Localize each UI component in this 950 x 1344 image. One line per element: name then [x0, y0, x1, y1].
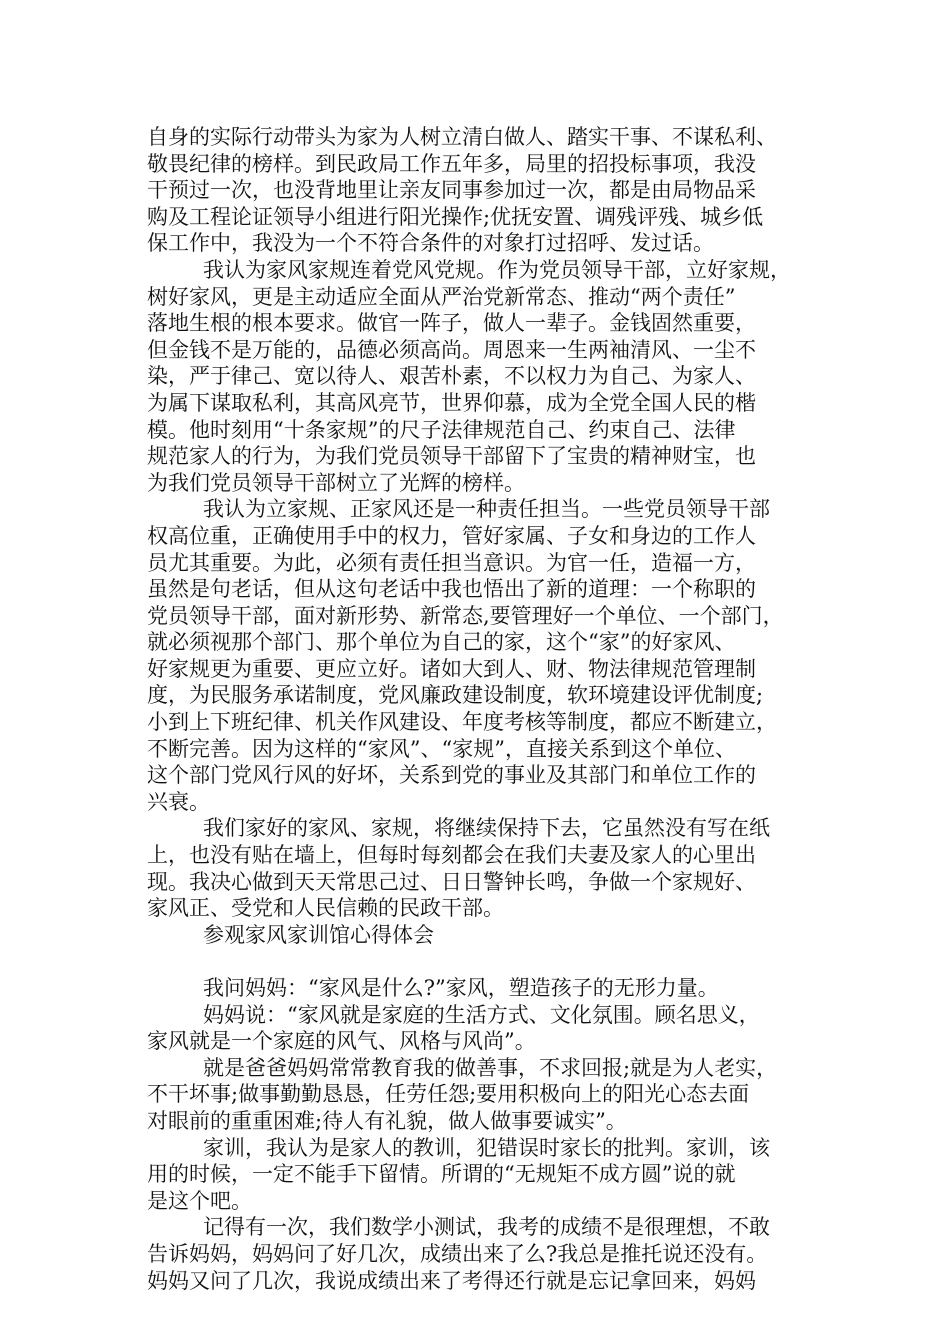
text-line: 度，为民服务承诺制度，党风廉政建设制度，软环境建设评优制度;	[147, 683, 764, 708]
text-line: 家风正、受党和人民信赖的民政干部。	[147, 896, 504, 921]
text-line: 家训，我认为是家人的教训，犯错误时家长的批判。家训，该	[203, 1135, 770, 1160]
text-line: 自身的实际行动带头为家为人树立清白做人、踏实干事、不谋私利、	[147, 125, 777, 149]
text-line: 模。他时刻用“十条家规”的尺子法律规范自己、约束自己、法律	[147, 417, 736, 442]
text-line: 就是爸爸妈妈常常教育我的做善事，不求回报;就是为人老实，	[203, 1055, 778, 1080]
section-title	[147, 922, 807, 949]
text-line: 我问妈妈：“家风是什么?”家风，塑造孩子的无形力量。	[203, 976, 719, 1000]
text-line: 敬畏纪律的榜样。到民政局工作五年多，局里的招投标事项，我没	[147, 151, 756, 176]
text-line: 不断完善。因为这样的“家风”、“家规”，直接关系到这个单位、	[147, 736, 736, 761]
text-line: 落地生根的根本要求。做官一阵子，做人一辈子。金钱固然重要，	[147, 311, 756, 336]
paragraph-5	[147, 975, 807, 1002]
paragraph-6	[147, 1002, 807, 1055]
text-line: 树好家风，更是主动适应全面从严治党新常态、推动“两个责任”	[147, 284, 736, 309]
text-line: 我们家好的家风、家规，将继续保持下去，它虽然没有写在纸	[203, 816, 770, 841]
text-line: 妈妈又问了几次，我说成绩出来了考得还行就是忘记拿回来，妈妈	[147, 1268, 756, 1293]
text-line: 记得有一次，我们数学小测试，我考的成绩不是很理想，不敢	[203, 1215, 770, 1240]
paragraph-8	[147, 1135, 807, 1215]
text-line: 保工作中，我没为一个不符合条件的对象打过招呼、发过话。	[147, 231, 714, 256]
text-line: 我认为家风家规连着党风党规。作为党员领导干部，立好家规，	[203, 257, 791, 282]
text-line: 员尤其重要。为此，必须有责任担当意识。为官一任，造福一方，	[147, 550, 756, 575]
text-line: 就必须视那个部门、那个单位为自己的家，这个“家”的好家风、	[147, 630, 736, 655]
section-title-text: 参观家风家训馆心得体会	[203, 922, 434, 947]
paragraph-9	[147, 1214, 807, 1294]
blank-line	[147, 948, 807, 975]
text-line: 家风就是一个家庭的风气、风格与风尚”。	[147, 1029, 536, 1054]
text-line: 干预过一次，也没背地里让亲友同事参加过一次，都是由局物品采	[147, 178, 756, 203]
text-line: 但金钱不是万能的，品德必须高尚。周恩来一生两袖清风、一尘不	[147, 337, 756, 362]
text-line: 党员领导干部，面对新形势、新常态,要管理好一个单位、一个部门，	[147, 603, 784, 628]
paragraph-7	[147, 1055, 807, 1135]
paragraph-2	[147, 257, 807, 496]
text-line: 规范家人的行为，为我们党员领导干部留下了宝贵的精神财宝，也	[147, 444, 756, 469]
text-line: 染，严于律己、宽以待人、艰苦朴素，不以权力为自己、为家人、	[147, 364, 756, 389]
text-line: 是这个吧。	[147, 1188, 252, 1213]
text-line: 这个部门党风行风的好坏，关系到党的事业及其部门和单位工作的	[147, 763, 756, 788]
text-line: 对眼前的重重困难;待人有礼貌，做人做事要诚实”。	[147, 1108, 627, 1133]
text-line: 权高位重，正确使用手中的权力，管好家属、子女和身边的工作人	[147, 523, 756, 548]
paragraph-1	[147, 124, 807, 257]
text-line: 为属下谋取私利，其高风亮节，世界仰慕，成为全党全国人民的楷	[147, 390, 756, 415]
text-line: 用的时候，一定不能手下留情。所谓的“无规矩不成方圆”说的就	[147, 1162, 736, 1187]
text-line: 小到上下班纪律、机关作风建设、年度考核等制度，都应不断建立，	[147, 710, 777, 735]
text-line: 妈妈说：“家风就是家庭的生活方式、文化氛围。顾名思义，	[203, 1002, 760, 1027]
paragraph-3	[147, 496, 807, 815]
text-line: 不干坏事;做事勤勤恳恳，任劳任怨;要用积极向上的阳光心态去面	[147, 1082, 750, 1107]
text-line: 告诉妈妈，妈妈问了好几次，成绩出来了么?我总是推托说还没有。	[147, 1241, 768, 1266]
text-line: 好家规更为重要、更应立好。诸如大到人、财、物法律规范管理制	[147, 656, 756, 681]
text-line: 我认为立家规、正家风还是一种责任担当。一些党员领导干部	[203, 497, 770, 522]
text-line: 上，也没有贴在墙上，但每时每刻都会在我们夫妻及家人的心里出	[147, 843, 756, 868]
text-line: 为我们党员领导干部树立了光辉的榜样。	[147, 470, 525, 495]
text-line: 兴衰。	[147, 789, 210, 814]
document-page	[147, 124, 807, 1294]
text-line: 虽然是句老话，但从这句老话中我也悟出了新的道理：一个称职的	[147, 577, 756, 602]
text-line: 现。我决心做到天天常思己过、日日警钟长鸣，争做一个家规好、	[147, 869, 756, 894]
paragraph-4	[147, 815, 807, 921]
text-line: 购及工程论证领导小组进行阳光操作;优抚安置、调残评残、城乡低	[147, 204, 764, 229]
